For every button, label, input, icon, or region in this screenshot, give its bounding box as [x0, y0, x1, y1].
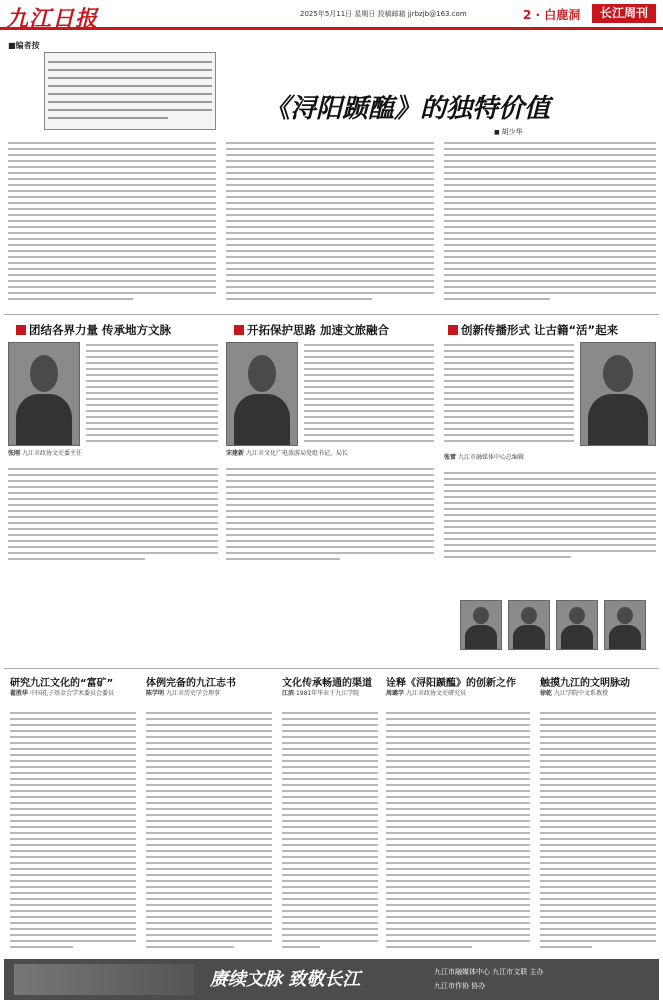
portrait-photo — [460, 600, 502, 650]
portrait-caption: 宋建新 九江市文化广电旅游局党组书记、局长 — [226, 450, 348, 457]
banner-slogan: 赓续文脉 致敬长江 — [210, 969, 361, 990]
article-title-5: 触摸九江的文明脉动 — [540, 678, 630, 689]
article-title-4: 诠释《浔阳踬醢》的创新之作 — [386, 678, 516, 689]
author-bio: 徐乾 九江学院中文系教授 — [540, 690, 608, 697]
portrait-caption: 张雷 九江市融媒体中心总编辑 — [444, 454, 524, 461]
author-bio: 翟胜华 中国孔子基金会学术委员会委员 — [10, 690, 114, 697]
divider — [4, 668, 659, 669]
author-bio: 江滨 1981年毕业于九江学院 — [282, 690, 360, 697]
main-article-col3 — [444, 142, 656, 304]
newspaper-logo: 九江日报 — [6, 6, 99, 32]
section-title-2: 开拓保护思路 加速文旅融合 — [234, 322, 389, 338]
main-article-col1 — [8, 142, 216, 304]
portrait-caption: 张刚 九江市政协文史委主任 — [8, 450, 82, 457]
section-3-text-a — [444, 344, 574, 446]
divider — [4, 314, 659, 315]
article-5-body — [540, 712, 656, 952]
article-2-body — [146, 712, 272, 952]
article-title-2: 体例完备的九江志书 — [146, 678, 236, 689]
article-title-3: 文化传承畅通的渠道 — [282, 678, 372, 689]
article-4-body — [386, 712, 530, 952]
editor-note-box — [44, 52, 216, 130]
section-1-text-a — [86, 344, 218, 446]
article-3-body — [282, 712, 378, 952]
author-bio: 周璐学 九江市政协文史研究员 — [386, 690, 466, 697]
author-bio: 陈学明 九江市历史学会理事 — [146, 690, 220, 697]
portrait-photo — [604, 600, 646, 650]
main-title: 《浔阳踬醢》的独特价值 — [264, 94, 551, 124]
portrait-photo — [8, 342, 80, 446]
masthead — [0, 0, 663, 30]
section-title-1: 团结各界力量 传承地方文脉 — [16, 322, 171, 338]
section-title-3: 创新传播形式 让古籍“活”起来 — [448, 322, 618, 338]
portrait-photo — [556, 600, 598, 650]
section-2-text-a — [304, 344, 434, 446]
banner-decoration — [14, 964, 194, 995]
portrait-photo — [508, 600, 550, 650]
portrait-photo — [226, 342, 298, 446]
banner-co-organizer: 九江市作协 协办 — [434, 982, 486, 990]
section-1-text-b — [8, 468, 218, 564]
editor-note-tag: ■编者按 — [8, 41, 40, 50]
date-line: 2025年5月11日 星期日 投稿邮箱 jjrbzjb@163.com — [300, 10, 467, 18]
page-label: 2 · 白鹿洞 — [523, 8, 581, 22]
banner-organizer: 九江市融媒体中心 九江市文联 主办 — [434, 968, 544, 976]
article-1-body — [10, 712, 136, 952]
main-article-col2 — [226, 142, 434, 304]
bottom-banner — [4, 959, 659, 1000]
section-3-text-b — [444, 472, 656, 562]
edition-badge: 长江周刊 — [592, 4, 656, 23]
main-author: ■ 胡少华 — [494, 127, 523, 137]
section-2-text-b — [226, 468, 434, 564]
portrait-photo — [580, 342, 656, 446]
article-title-1: 研究九江文化的“富矿” — [10, 678, 114, 689]
